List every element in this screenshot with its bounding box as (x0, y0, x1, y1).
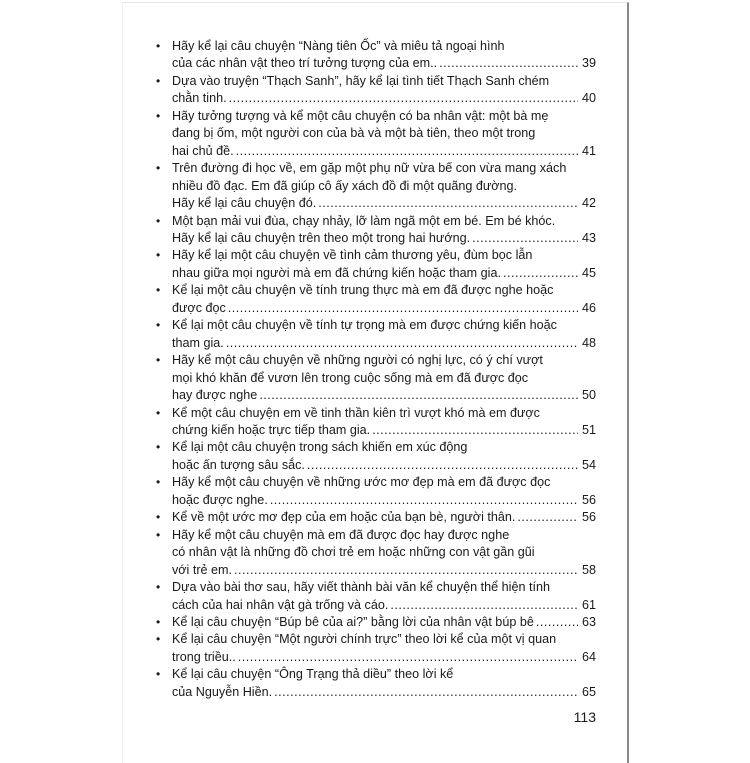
toc-entry-text: Kể một câu chuyện em về tinh thần kiên trì vượt khó mà em được (172, 405, 540, 420)
toc-entry (156, 247, 596, 282)
dot-leader (318, 195, 578, 212)
toc-entry-page: 56 (581, 510, 596, 525)
bullet-icon: • (156, 161, 161, 176)
toc-entry-text: hoặc được nghe. (172, 492, 268, 507)
dot-leader (390, 597, 578, 614)
toc-entry (156, 213, 596, 248)
toc-entry-text: Hãy kể lại một câu chuyện về tình cảm thương yêu, đùm bọc lẫn (172, 248, 533, 263)
dot-leader (372, 422, 578, 439)
toc-entry-text: hoặc ấn tượng sâu sắc. (172, 457, 305, 472)
bullet-icon: • (156, 248, 161, 263)
toc-entry-text: có nhân vật là những đồ chơi trẻ em hoặc những con vật gần gũi (172, 545, 535, 560)
toc-entry (156, 579, 596, 614)
toc-entry-page: 50 (581, 388, 596, 403)
toc-entry-last-line (172, 422, 596, 439)
toc-entry-last-line (172, 335, 596, 352)
toc-entry-text: nhau giữa mọi người mà em đã chứng kiến hoặc tham gia. (172, 265, 501, 280)
toc-entry-text: Dựa vào truyện “Thạch Sanh”, hãy kể lại tình tiết Thạch Sanh chém (172, 73, 550, 88)
toc-entry-last-line (172, 230, 596, 247)
toc-entry-text: Hãy tưởng tượng và kể một câu chuyện có ba nhân vật: một bà mẹ (172, 108, 549, 123)
bullet-icon: • (156, 318, 161, 333)
dot-leader (228, 300, 578, 317)
toc-entry (156, 614, 596, 631)
toc-entry-last-line (172, 614, 596, 631)
dot-leader (238, 649, 578, 666)
bullet-icon: • (156, 527, 161, 542)
toc-entry-text: mọi khó khăn để vươn lên trong cuộc sống mà em đã được đọc (172, 370, 529, 385)
toc-entry-text: chằn tinh. (172, 91, 227, 106)
toc-entry (156, 631, 596, 666)
dot-leader (517, 509, 578, 526)
toc-entry-last-line (172, 649, 596, 666)
toc-entry-text: hay được nghe (172, 388, 258, 403)
toc-entry-page: 40 (581, 91, 596, 106)
bullet-icon: • (156, 108, 161, 123)
dot-leader (307, 457, 578, 474)
toc-entry-text: Hãy kể lại câu chuyện trên theo một trong hai hướng. (172, 230, 471, 245)
toc-entry-last-line (172, 684, 596, 701)
toc-entry-last-line (172, 509, 596, 526)
bullet-icon: • (156, 510, 161, 525)
toc-entry-page: 43 (581, 230, 596, 245)
dot-leader (536, 614, 578, 631)
toc-entry-text: Dựa vào bài thơ sau, hãy viết thành bài văn kể chuyện thể hiện tính (172, 580, 550, 595)
toc-entry-last-line (172, 562, 596, 579)
toc-entry-text: Hãy kể lại câu chuyện đó. (172, 196, 317, 211)
toc-entry-last-line (172, 492, 596, 509)
dot-leader (229, 90, 578, 107)
toc-entry (156, 527, 596, 579)
toc-entry (156, 108, 596, 160)
table-of-contents (156, 38, 596, 701)
toc-entry (156, 352, 596, 404)
toc-entry-text: cách của hai nhân vật gà trống và cáo. (172, 597, 389, 612)
toc-entry-text: Một bạn mải vui đùa, chạy nhảy, lỡ làm ngã một em bé. Em bé khóc. (172, 213, 556, 228)
toc-entry-text: của các nhân vật theo trí tưởng tượng của em.. (172, 56, 438, 71)
toc-entry-page: 46 (581, 300, 596, 315)
toc-entry (156, 474, 596, 509)
toc-entry (156, 73, 596, 108)
toc-entry-last-line (172, 143, 596, 160)
toc-entry-page: 54 (581, 457, 596, 472)
toc-entry-text: Hãy kể một câu chuyện mà em đã được đọc hay được nghe (172, 527, 510, 542)
toc-entry-text: Hãy kể một câu chuyện về những ước mơ đẹp mà em đã được đọc (172, 475, 551, 490)
toc-entry-page: 56 (581, 492, 596, 507)
bullet-icon: • (156, 580, 161, 595)
toc-entry-text: nhiều đồ đạc. Em đã giúp cô ấy xách đồ đi một quãng đường. (172, 178, 518, 193)
bullet-icon: • (156, 353, 161, 368)
dot-leader (274, 684, 578, 701)
toc-entry (156, 509, 596, 526)
toc-entry-text: đang bị ốm, một người con của bà và một bà tiên, theo một trong (172, 126, 536, 141)
toc-entry (156, 38, 596, 73)
page-number: 113 (573, 709, 596, 725)
toc-entry-text: của Nguyễn Hiền. (172, 684, 273, 699)
dot-leader (234, 562, 578, 579)
bullet-icon: • (156, 475, 161, 490)
bullet-icon: • (156, 283, 161, 298)
toc-entry-last-line (172, 55, 596, 72)
bullet-icon: • (156, 73, 161, 88)
bullet-icon: • (156, 632, 161, 647)
toc-entry-last-line (172, 387, 596, 404)
toc-entry-page: 58 (581, 562, 596, 577)
toc-entry-text: Hãy kể lại câu chuyện “Nàng tiên Ốc” và miêu tả ngoại hình (172, 39, 505, 53)
dot-leader (270, 492, 578, 509)
bullet-icon: • (156, 213, 161, 228)
toc-entry-text: được đọc (172, 300, 226, 315)
toc-entry-page: 61 (581, 597, 596, 612)
dot-leader (439, 55, 578, 72)
dot-leader (472, 230, 578, 247)
toc-entry-text: Kể lại một câu chuyện về tính trung thực mà em đã được nghe hoặc (172, 283, 554, 298)
toc-entry-last-line (172, 90, 596, 107)
toc-entry-page: 48 (581, 335, 596, 350)
bullet-icon: • (156, 667, 161, 682)
toc-entry (156, 666, 596, 701)
toc-entry-text: Kể lại câu chuyện “Một người chính trực” theo lời kể của một vị quan (172, 632, 557, 647)
toc-entry (156, 405, 596, 440)
toc-entry-text: trong triều.. (172, 649, 236, 664)
toc-entry-page: 65 (581, 684, 596, 699)
toc-entry-last-line (172, 265, 596, 282)
toc-entry-text: Kể lại câu chuyện “Búp bê của ai?” bằng lời của nhân vật búp bê (172, 614, 534, 629)
toc-entry (156, 160, 596, 212)
bullet-icon: • (156, 614, 161, 629)
bullet-icon: • (156, 440, 161, 455)
dot-leader (503, 265, 578, 282)
toc-entry (156, 439, 596, 474)
toc-entry-page: 63 (581, 614, 596, 629)
dot-leader (236, 143, 578, 160)
bullet-icon: • (156, 405, 161, 420)
toc-entry-text: Kể về một ước mơ đẹp của em hoặc của bạn bè, người thân. (172, 510, 516, 525)
toc-entry-page: 51 (581, 422, 596, 437)
toc-entry-page: 64 (581, 649, 596, 664)
toc-entry-text: Kể lại một câu chuyện trong sách khiến em xúc động (172, 440, 468, 455)
toc-entry-page: 42 (581, 196, 596, 211)
toc-entry-last-line (172, 300, 596, 317)
toc-entry-text: Kể lại câu chuyện “Ông Trạng thả diều” theo lời kể (172, 667, 454, 682)
toc-entry-page: 45 (581, 265, 596, 280)
dot-leader (259, 387, 578, 404)
toc-entry-text: hai chủ đề. (172, 143, 234, 158)
toc-entry-last-line (172, 195, 596, 212)
toc-entry-text: tham gia. (172, 335, 224, 350)
toc-entry-page: 39 (581, 56, 596, 71)
toc-entry-last-line (172, 457, 596, 474)
toc-entry (156, 317, 596, 352)
toc-entry-text: chứng kiến hoặc trực tiếp tham gia. (172, 422, 371, 437)
toc-entry-page: 41 (581, 143, 596, 158)
toc-entry-text: Trên đường đi học về, em gặp một phụ nữ vừa bế con vừa mang xách (172, 161, 567, 176)
dot-leader (226, 335, 578, 352)
toc-entry (156, 282, 596, 317)
toc-entry-text: Kể lại một câu chuyện về tính tự trọng mà em được chứng kiến hoặc (172, 318, 557, 333)
toc-entry-text: với trẻ em. (172, 562, 233, 577)
toc-entry-last-line (172, 597, 596, 614)
toc-entry-text: Hãy kể một câu chuyện về những người có nghị lực, có ý chí vượt (172, 353, 543, 368)
bullet-icon: • (156, 39, 161, 53)
